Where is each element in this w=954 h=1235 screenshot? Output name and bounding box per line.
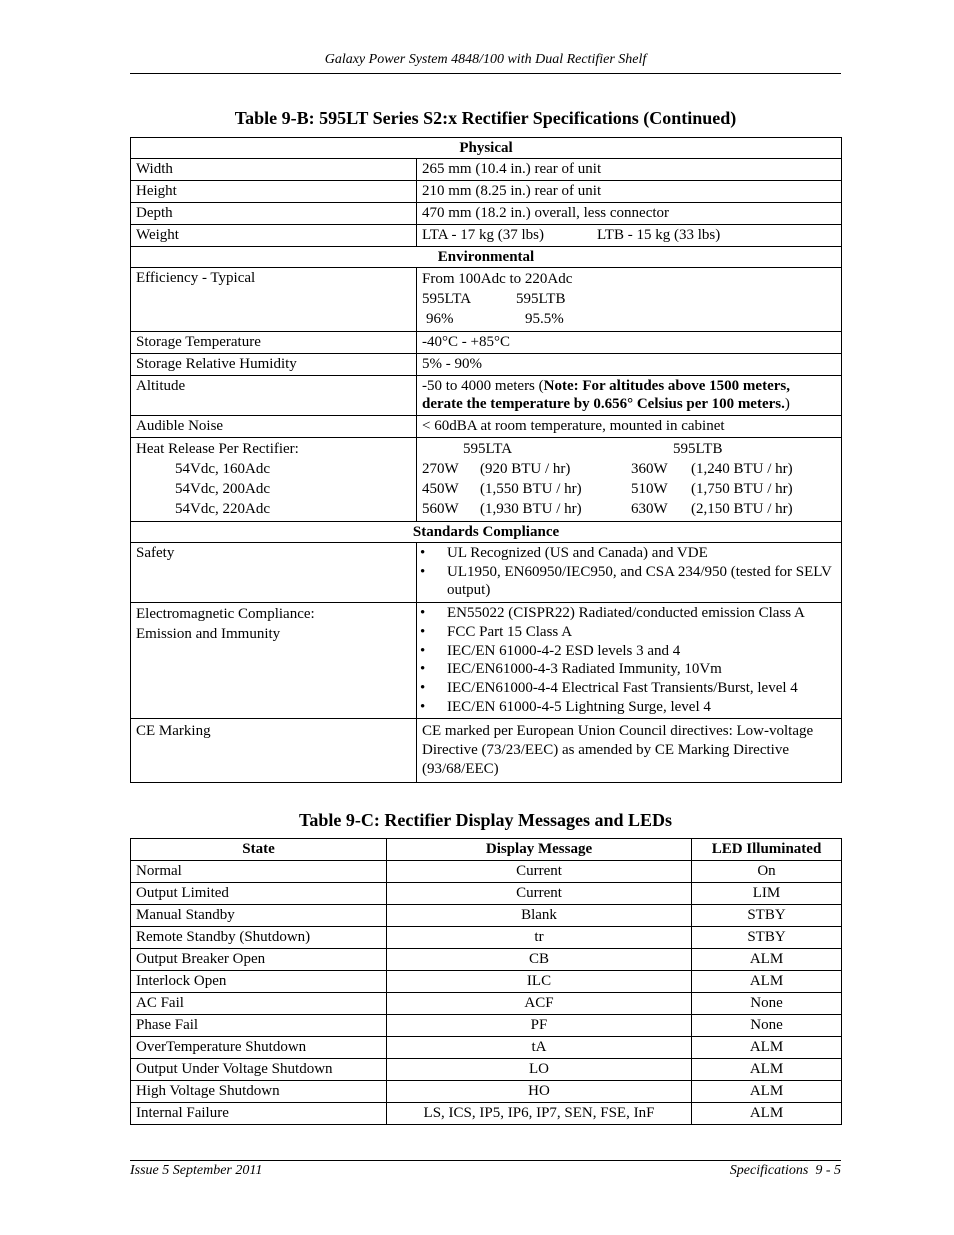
spec-label: Weight (131, 225, 417, 247)
efficiency-values (422, 309, 836, 329)
heat-row (422, 459, 836, 479)
altitude-suffix: ) (784, 396, 790, 412)
table-row (131, 354, 842, 376)
list-item: • IEC/EN 61000-4-2 ESD levels 3 and 4 (420, 642, 836, 661)
cell-display-message: LS, ICS, IP5, IP6, IP7, SEN, FSE, InF (387, 1103, 692, 1125)
cell-state: Output Limited (131, 883, 387, 905)
spec-value (417, 268, 842, 332)
cell-display-message: tA (387, 1037, 692, 1059)
cell-display-message: ILC (387, 971, 692, 993)
heat-a-btu: (1,550 BTU / hr) (480, 481, 582, 497)
table-row (131, 719, 842, 783)
spec-value: < 60dBA at room temperature, mounted in cabinet (417, 416, 842, 438)
spec-value (417, 543, 842, 603)
spec-label: Efficiency - Typical (131, 268, 417, 332)
cell-display-message: CB (387, 949, 692, 971)
list-item: • UL Recognized (US and Canada) and VDE (420, 544, 836, 563)
column-header-display-message: Display Message (387, 839, 692, 861)
running-header: Galaxy Power System 4848/100 with Dual Rectifier Shelf (324, 52, 647, 67)
table-row (131, 1015, 842, 1037)
section-row (131, 247, 842, 268)
cell-led: None (692, 1015, 842, 1037)
footer-issue: Issue 5 September 2011 (130, 1163, 263, 1178)
list-item: • UL1950, EN60950/IEC950, and CSA 234/950 (tested for SELV output) (420, 563, 836, 600)
emc-list (420, 604, 836, 716)
footer-rule (130, 1160, 841, 1161)
spec-value (417, 603, 842, 719)
spec-value (417, 376, 842, 416)
spec-value: 210 mm (8.25 in.) rear of unit (417, 181, 842, 203)
column-header-led: LED Illuminated (692, 839, 842, 861)
table-row (131, 438, 842, 522)
heat-b-watts: 510W (631, 481, 668, 497)
spec-value (417, 225, 842, 247)
heat-a-btu: (920 BTU / hr) (480, 461, 571, 477)
emc-label-2: Emission and Immunity (136, 626, 281, 643)
cell-display-message: ACF (387, 993, 692, 1015)
spec-value: 265 mm (10.4 in.) rear of unit (417, 159, 842, 181)
cell-state: High Voltage Shutdown (131, 1081, 387, 1103)
efficiency-model-b: 595LTB (516, 291, 566, 307)
section-heading-standards: Standards Compliance (131, 522, 842, 543)
cell-state: AC Fail (131, 993, 387, 1015)
cell-led: STBY (692, 905, 842, 927)
table-row (131, 543, 842, 603)
heat-b-btu: (2,150 BTU / hr) (691, 501, 793, 517)
cell-state: OverTemperature Shutdown (131, 1037, 387, 1059)
heat-b-watts: 360W (631, 461, 668, 477)
efficiency-value-a: 96% (426, 311, 454, 327)
cell-led: ALM (692, 1059, 842, 1081)
table-row (131, 927, 842, 949)
cell-display-message: PF (387, 1015, 692, 1037)
heat-row (422, 499, 836, 519)
cell-led: None (692, 993, 842, 1015)
heat-condition: 54Vdc, 220Adc (175, 501, 270, 517)
table-row (131, 1081, 842, 1103)
cell-led: ALM (692, 1037, 842, 1059)
heat-a-watts: 270W (422, 461, 459, 477)
heat-model-b: 595LTB (673, 441, 723, 457)
spec-label: Depth (131, 203, 417, 225)
altitude-note-2: derate the temperature by 0.656° Celsius per 100 meters. (422, 396, 785, 412)
table-row (131, 1037, 842, 1059)
table-row (131, 993, 842, 1015)
cell-display-message: LO (387, 1059, 692, 1081)
efficiency-range: From 100Adc to 220Adc (422, 271, 573, 287)
spec-value (417, 438, 842, 522)
cell-state: Internal Failure (131, 1103, 387, 1125)
cell-display-message: Blank (387, 905, 692, 927)
weight-ltb: LTB - 15 kg (33 lbs) (597, 227, 721, 243)
heat-a-watts: 560W (422, 501, 459, 517)
footer-page: Specifications 9 - 5 (729, 1163, 841, 1178)
efficiency-model-a: 595LTA (422, 291, 472, 307)
cell-state: Remote Standby (Shutdown) (131, 927, 387, 949)
cell-led: STBY (692, 927, 842, 949)
table-row (131, 376, 842, 416)
table-row (131, 416, 842, 438)
heat-release-label: Heat Release Per Rectifier: (136, 441, 299, 457)
emc-label-1: Electromagnetic Compliance: (136, 606, 315, 623)
cell-display-message: tr (387, 927, 692, 949)
heat-condition: 54Vdc, 200Adc (175, 481, 270, 497)
header-rule (130, 73, 841, 74)
list-item: • IEC/EN 61000-4-5 Lightning Surge, level 4 (420, 698, 836, 717)
table-row (131, 332, 842, 354)
list-item: • FCC Part 15 Class A (420, 623, 836, 642)
cell-display-message: Current (387, 883, 692, 905)
section-row (131, 522, 842, 543)
safety-list (420, 544, 836, 600)
table-9c-title: Table 9-C: Rectifier Display Messages and LEDs (299, 810, 672, 830)
cell-state: Phase Fail (131, 1015, 387, 1037)
section-heading-physical: Physical (131, 138, 842, 159)
spec-label: Storage Relative Humidity (131, 354, 417, 376)
altitude-line-1 (422, 377, 836, 395)
spec-label: Width (131, 159, 417, 181)
spec-label (131, 438, 417, 522)
table-row (131, 268, 842, 332)
weight-lta: LTA - 17 kg (37 lbs) (422, 227, 544, 243)
table-row (131, 1103, 842, 1125)
table-9b-title: Table 9-B: 595LT Series S2:x Rectifier Specifications (Continued) (234, 108, 737, 128)
heat-condition: 54Vdc, 160Adc (175, 461, 270, 477)
spec-label: Safety (131, 543, 417, 603)
table-row (131, 861, 842, 883)
altitude-note-1: Note: For altitudes above 1500 meters, (543, 378, 790, 394)
heat-b-btu: (1,750 BTU / hr) (691, 481, 793, 497)
section-heading-environmental: Environmental (131, 247, 842, 268)
heat-a-watts: 450W (422, 481, 459, 497)
spec-label (131, 603, 417, 719)
altitude-value: -50 to 4000 meters ( (422, 378, 544, 394)
cell-led: ALM (692, 971, 842, 993)
spec-value: 470 mm (18.2 in.) overall, less connector (417, 203, 842, 225)
altitude-line-2 (422, 395, 836, 413)
efficiency-value-b: 95.5% (525, 311, 564, 327)
spec-value: 5% - 90% (417, 354, 842, 376)
table-row (131, 949, 842, 971)
table-row (131, 905, 842, 927)
spec-value: -40°C - +85°C (417, 332, 842, 354)
table-row (131, 1059, 842, 1081)
column-header-state: State (131, 839, 387, 861)
spec-value: CE marked per European Union Council directives: Low-voltage Directive (73/23/EEC) as amended by CE Marking Directive (93/68/EEC) (417, 719, 842, 783)
heat-models (422, 439, 836, 459)
list-item: • IEC/EN61000-4-4 Electrical Fast Transients/Burst, level 4 (420, 679, 836, 698)
spec-label: Height (131, 181, 417, 203)
section-row (131, 138, 842, 159)
heat-b-btu: (1,240 BTU / hr) (691, 461, 793, 477)
heat-a-btu: (1,930 BTU / hr) (480, 501, 582, 517)
table-row (131, 971, 842, 993)
list-item: • IEC/EN61000-4-3 Radiated Immunity, 10Vm (420, 660, 836, 679)
table-9b (130, 137, 842, 783)
cell-state: Output Under Voltage Shutdown (131, 1059, 387, 1081)
cell-state: Interlock Open (131, 971, 387, 993)
table-row (131, 181, 842, 203)
table-row (131, 159, 842, 181)
spec-label: Audible Noise (131, 416, 417, 438)
efficiency-models (422, 289, 836, 309)
heat-model-a: 595LTA (463, 441, 513, 457)
spec-label: Altitude (131, 376, 417, 416)
cell-led: ALM (692, 949, 842, 971)
table-header-row (131, 839, 842, 861)
cell-display-message: Current (387, 861, 692, 883)
cell-led: ALM (692, 1081, 842, 1103)
cell-led: On (692, 861, 842, 883)
spec-label: Storage Temperature (131, 332, 417, 354)
cell-led: LIM (692, 883, 842, 905)
table-9c (130, 838, 842, 1125)
table-row (131, 203, 842, 225)
table-row (131, 883, 842, 905)
table-row (131, 603, 842, 719)
cell-led: ALM (692, 1103, 842, 1125)
table-row (131, 225, 842, 247)
cell-display-message: HO (387, 1081, 692, 1103)
heat-b-watts: 630W (631, 501, 668, 517)
cell-state: Manual Standby (131, 905, 387, 927)
cell-state: Output Breaker Open (131, 949, 387, 971)
spec-label: CE Marking (131, 719, 417, 783)
cell-state: Normal (131, 861, 387, 883)
list-item: • EN55022 (CISPR22) Radiated/conducted emission Class A (420, 604, 836, 623)
heat-row (422, 479, 836, 499)
